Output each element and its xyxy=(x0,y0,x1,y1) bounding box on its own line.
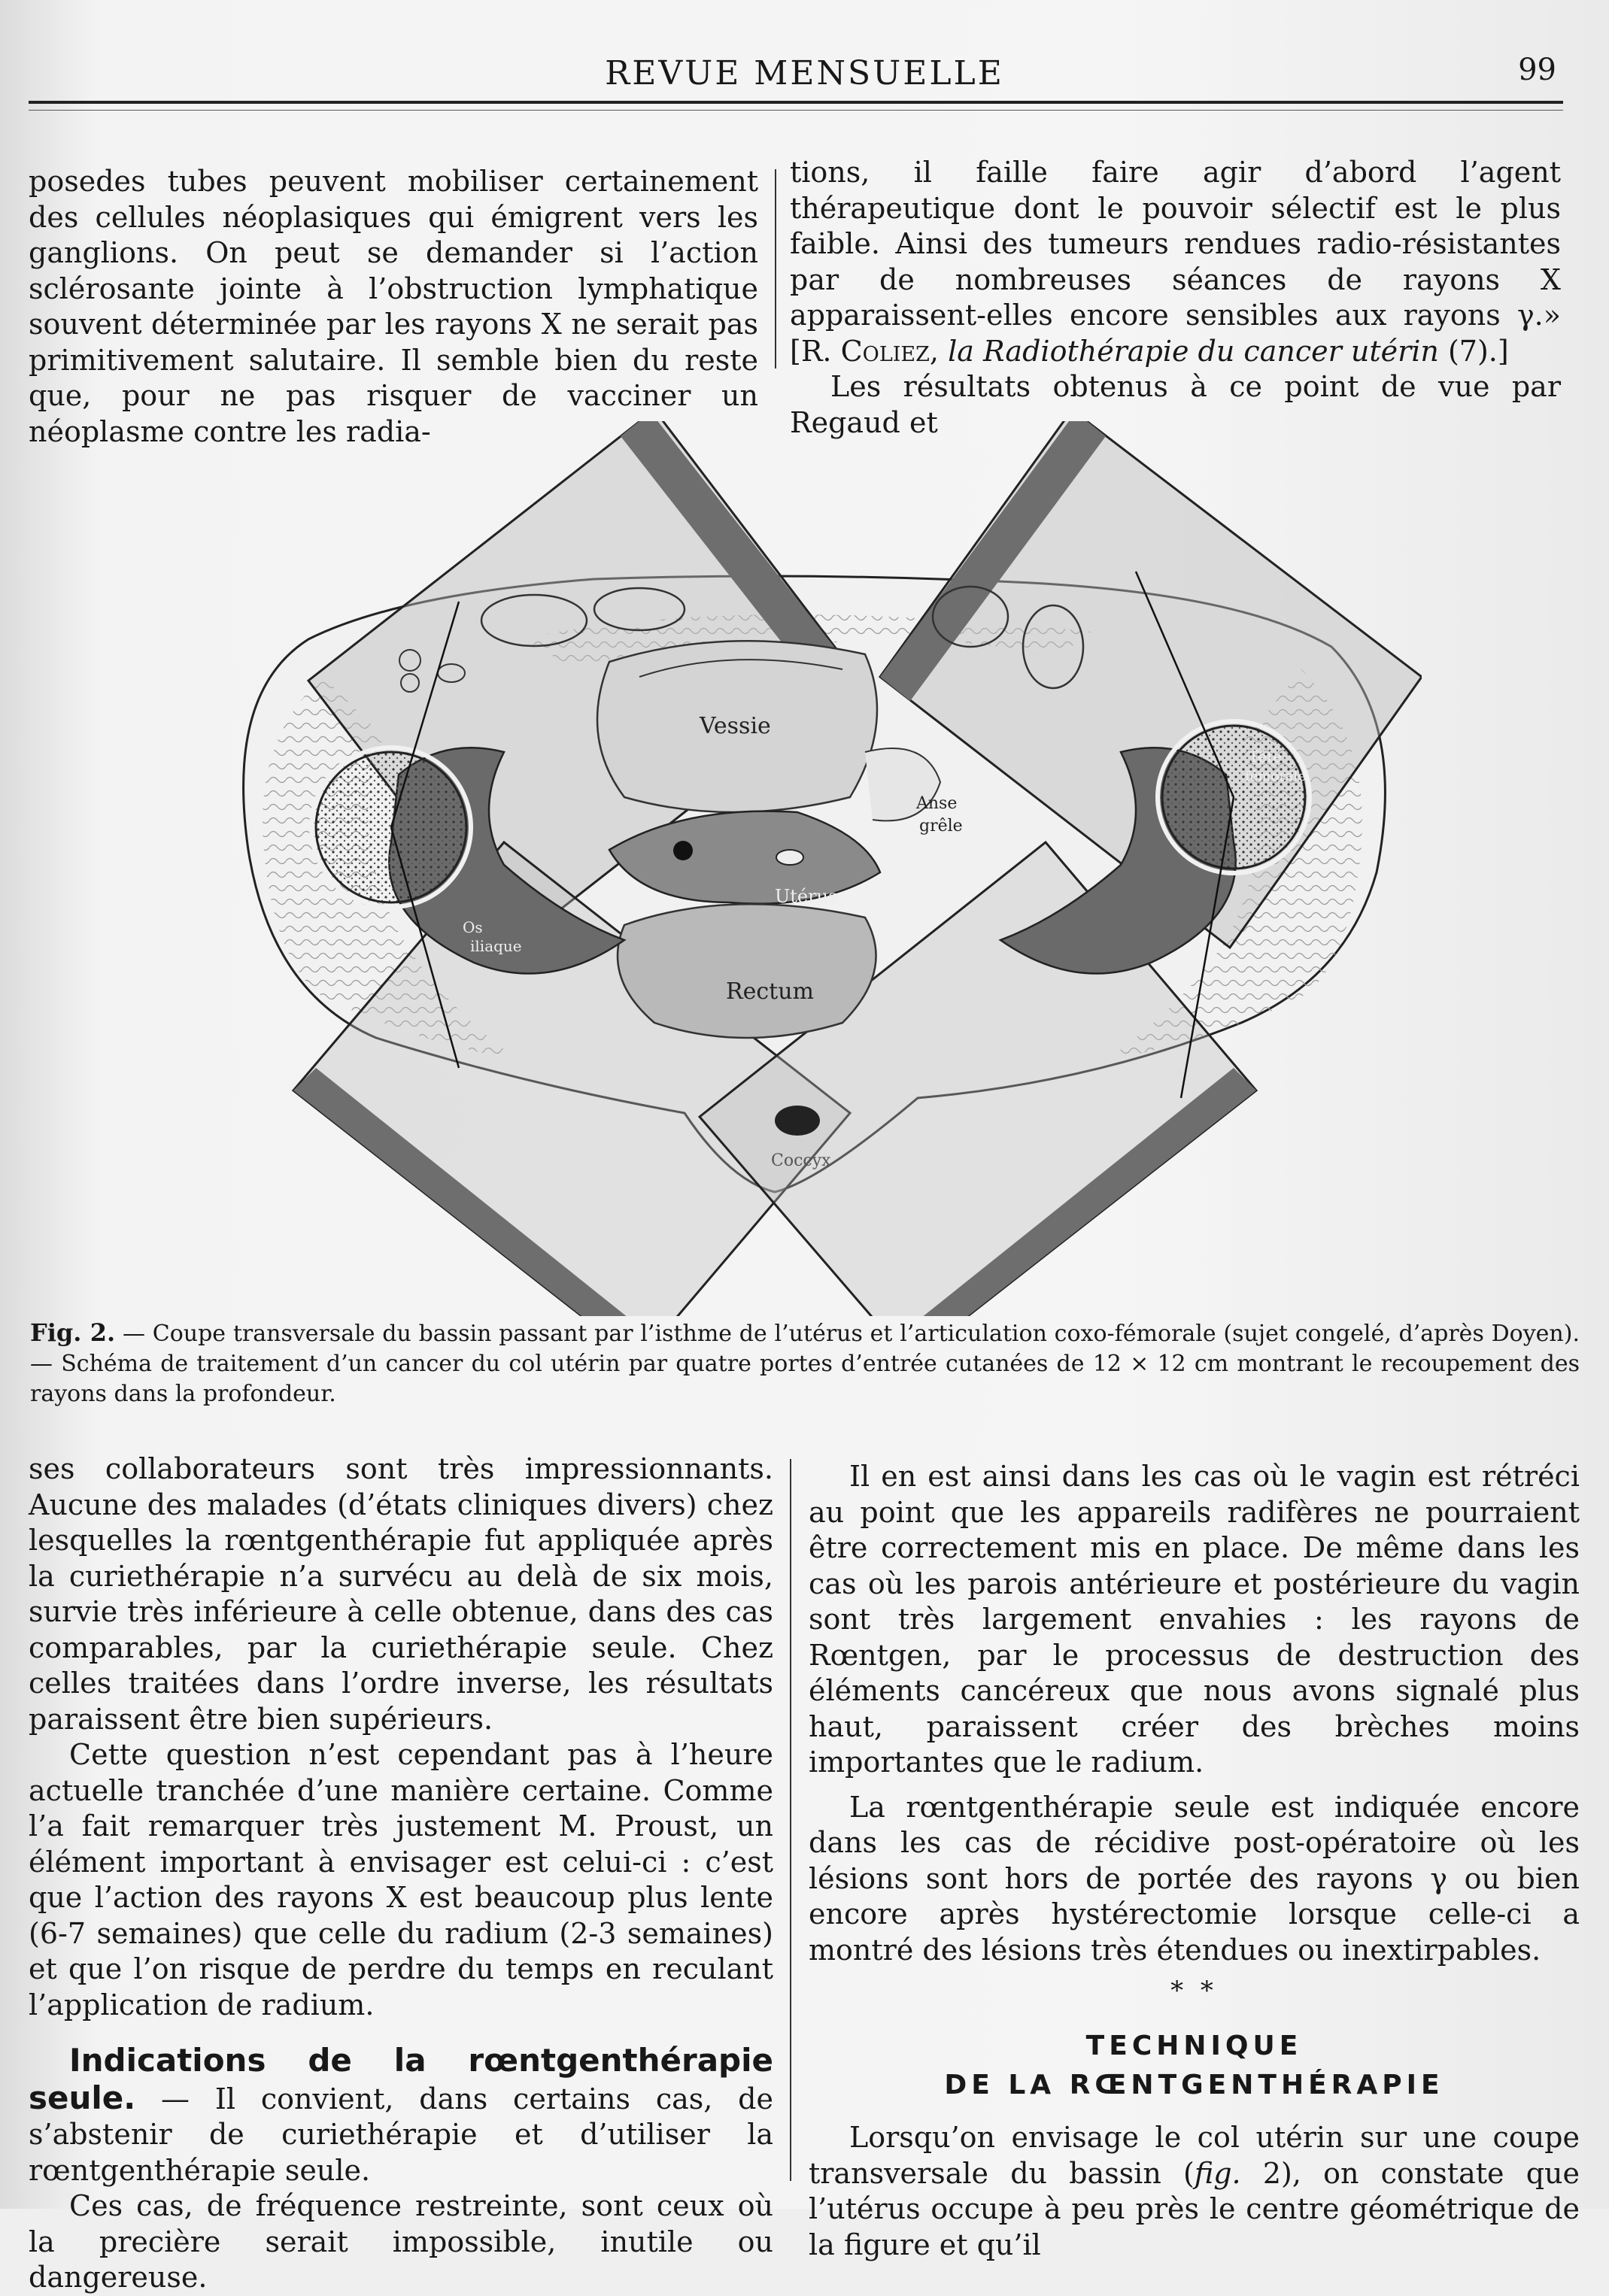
author-name: Coliez xyxy=(840,334,930,368)
label-grele: grêle xyxy=(919,817,963,836)
section-ornament: * * xyxy=(1170,1976,1218,2006)
header-rule-thin xyxy=(29,110,1563,111)
bottom-right-column xyxy=(809,1459,1580,2263)
paragraph: Lorsqu’on envisage le col utérin sur une coupe transversale du bassin (fig. 2), on constate que l’utérus occupe à peu près le centre géométrique de la figure et qu’il xyxy=(809,2121,1580,2261)
paragraph: Les résultats obtenus à ce point de vue par Regaud et xyxy=(790,370,1561,439)
section-heading: Indications de la rœntgenthérapie seule. xyxy=(29,2042,773,2116)
label-os: Os xyxy=(463,918,483,936)
section-title-line1: TECHNIQUE xyxy=(1085,2031,1303,2061)
label-vessie: Vessie xyxy=(700,713,771,739)
label-iliaque: iliaque xyxy=(470,937,522,955)
label-femorale: fémorale xyxy=(1245,769,1306,784)
rectum xyxy=(618,904,876,1038)
figure-label: Fig. 2. xyxy=(30,1318,116,1347)
label-tete: Tête xyxy=(1249,748,1283,766)
column-divider xyxy=(790,1459,791,2181)
top-left-column xyxy=(29,164,758,450)
caption-text: — Coupe transversale du bassin passant par l’isthme de l’utérus et l’articulation coxo-fémorale (sujet congelé, d’après Doyen). — Schéma de traitement d’un cancer du col utérin par quatre portes d’entrée cutanées de 12 × 12 cm montrant le recoupement des rayons dans la profondeur. xyxy=(30,1321,1580,1407)
label-uterus: Utérus xyxy=(775,886,838,907)
paragraph: Il en est ainsi dans les cas où le vagin est rétréci au point que les appareils radifères ne pourraient être correctement mis en place. De même dans les cas où les parois antérieure et postérieure du vagin sont très largement envahies : les rayons de Rœntgen, par le processus de destruction des éléments cancéreux que nous avons signalé plus haut, paraissent créer des brèches moins importantes que le radium. xyxy=(809,1460,1580,1779)
paragraph: Indications de la rœntgenthérapie seule. — Il convient, dans certains cas, de s’abstenir de curiethérapie et d’utiliser la rœntgenthérapie seule. xyxy=(29,2042,773,2187)
book-title: la Radiothérapie du cancer utérin xyxy=(948,334,1439,368)
label-anse: Anse xyxy=(916,794,958,813)
top-right-column xyxy=(790,155,1561,441)
bottom-left-column xyxy=(29,1451,773,2296)
paragraph: La rœntgenthérapie seule est indiquée encore dans les cas de récidive post-opératoire où les lésions sont hors de portée des rayons γ ou bien encore après hystérectomie lorsque celle-ci a montré des lésions très étendues ou inextirpables. xyxy=(809,1790,1580,1967)
paragraph: ses collaborateurs sont très impressionnants. Aucune des malades (d’états cliniques divers) chez lesquelles la rœntgenthérapie fut appliquée après la curiethérapie n’a survécu au delà de six mois, survie très inférieure à celle obtenue, dans des cas comparables, par la curiethérapie seule. Chez celles traitées dans l’ordre inverse, les résultats paraissent être bien supérieurs. xyxy=(29,1452,773,1736)
header-rule xyxy=(29,101,1563,104)
section-title-line2: DE LA RŒNTGENTHÉRAPIE xyxy=(944,2070,1444,2100)
paragraph: tions, il faille faire agir d’abord l’agent thérapeutique dont le pouvoir sélectif est le plus faible. Ainsi des tumeurs rendues radio-résistantes par de nombreuses séances de rayons X apparaissent-elles encore sensibles aux rayons γ.» [R. Coliez, la Radiothérapie du cancer utérin (7).] xyxy=(790,156,1561,368)
paragraph: posedes tubes peuvent mobiliser certainement des cellules néoplasiques qui émigrent vers les ganglions. On peut se demander si l’action sclérosante jointe à l’obstruction lymphatique souvent déterminée par les rayons X ne serait pas primitivement salutaire. Il semble bien du reste que, pour ne pas risquer de vacciner un néoplasme contre les radia- xyxy=(29,165,758,448)
column-divider xyxy=(775,169,776,369)
paragraph: Ces cas, de fréquence restreinte, sont ceux où la precière serait impossible, inutile ou dangereuse. xyxy=(29,2189,773,2294)
paragraph: Cette question n’est cependant pas à l’heure actuelle tranchée d’une manière certaine. Comme l’a fait remarquer très justement M. Proust, un élément important à envisager est celui-ci : c’est que l’action des rayons X est beaucoup plus lente (6-7 semaines) que celle du radium (2-3 semaines) et que l’on risque de perdre du temps en reculant l’application de radium. xyxy=(29,1738,773,2022)
label-rectum: Rectum xyxy=(726,978,814,1005)
page-number: 99 xyxy=(1518,53,1556,87)
label-coccyx: Coccyx xyxy=(771,1151,831,1170)
pelvis-cross-section-figure xyxy=(203,421,1422,1316)
figure-caption xyxy=(30,1318,1580,1409)
running-header: REVUE MENSUELLE xyxy=(605,54,1004,93)
